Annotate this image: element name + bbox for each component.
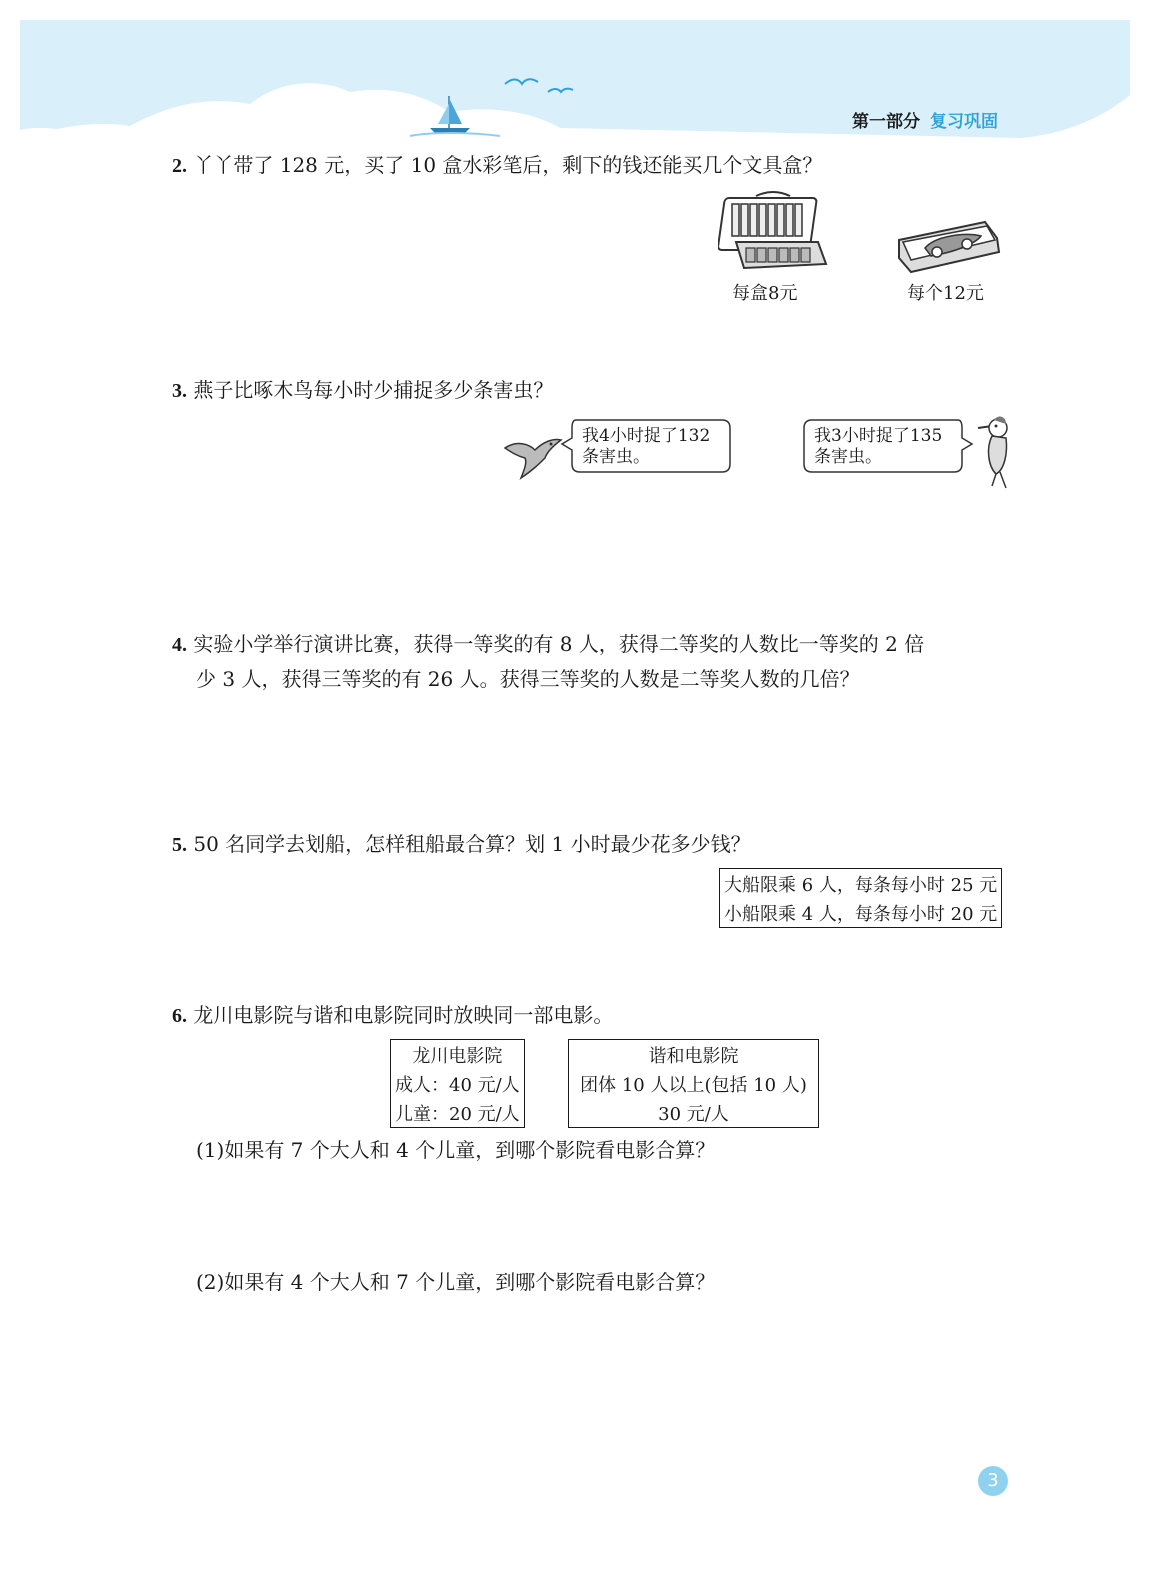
longchuan-cinema-table	[390, 1039, 525, 1128]
question-6	[172, 998, 613, 1033]
cinema1-adult-price: 成人：40 元/人	[391, 1069, 525, 1098]
question-number: 5.	[172, 834, 187, 856]
question-text: 燕子比啄木鸟每小时少捕捉多少条害虫？	[193, 378, 554, 402]
question-2	[172, 148, 822, 183]
pencil-case-price: 每个12元	[907, 283, 984, 304]
cinema2-group-rule: 团体 10 人以上(包括 10 人)	[569, 1069, 819, 1098]
question-text: 50 名同学去划船，怎样租船最合算？划 1 小时最少花多少钱？	[193, 832, 751, 856]
question-5	[172, 827, 751, 862]
woodpecker-icon	[976, 414, 1016, 490]
question-number: 2.	[172, 155, 187, 177]
question-6-sub2: (2)如果有 4 个大人和 7 个儿童，到哪个影院看电影合算？	[196, 1270, 716, 1294]
swallow-speech-line2: 条害虫。	[582, 447, 650, 467]
header-banner	[0, 0, 1169, 160]
question-number: 6.	[172, 1005, 187, 1027]
question-3	[172, 373, 553, 408]
pen-box-price: 每盒8元	[732, 283, 798, 304]
woodpecker-speech-line2: 条害虫。	[814, 447, 882, 467]
topic-label: 复习巩固	[930, 112, 998, 132]
woodpecker-speech-text	[814, 426, 942, 468]
cinema1-child-price: 儿童：20 元/人	[391, 1098, 525, 1128]
question-4-line2: 少 3 人，获得三等奖的有 26 人。获得三等奖的人数是二等奖人数的几倍？	[196, 667, 860, 691]
question-6-sub1: (1)如果有 7 个大人和 4 个儿童，到哪个影院看电影合算？	[196, 1138, 716, 1162]
question-text-line1: 实验小学举行演讲比赛，获得一等奖的有 8 人，获得二等奖的人数比一等奖的 2 倍	[193, 632, 925, 656]
watercolor-pen-box-icon	[718, 190, 828, 275]
section-label	[852, 107, 998, 132]
swallow-icon	[503, 430, 563, 482]
big-boat-row: 大船限乘 6 人，每条每小时 25 元	[720, 869, 1002, 899]
swallow-speech-text	[582, 426, 710, 468]
question-number: 3.	[172, 380, 187, 402]
xiehe-cinema-table	[568, 1039, 819, 1128]
pencil-case-icon	[895, 218, 1005, 276]
question-number: 4.	[172, 634, 187, 656]
cinema1-name: 龙川电影院	[391, 1040, 525, 1070]
cinema2-price: 30 元/人	[569, 1098, 819, 1128]
small-boat-row: 小船限乘 4 人，每条每小时 20 元	[720, 898, 1002, 928]
boat-rental-table	[719, 868, 1002, 928]
question-text: 丫丫带了 128 元，买了 10 盒水彩笔后，剩下的钱还能买几个文具盒？	[193, 153, 823, 177]
woodpecker-speech-line1: 我3小时捉了135	[814, 426, 943, 446]
swallow-speech-line1: 我4小时捉了132	[582, 426, 711, 446]
question-text: 龙川电影院与谐和电影院同时放映同一部电影。	[193, 1003, 614, 1027]
part-label: 第一部分	[852, 112, 920, 132]
page-number: 3	[978, 1466, 1008, 1496]
cinema2-name: 谐和电影院	[569, 1040, 819, 1070]
question-4	[172, 627, 924, 662]
